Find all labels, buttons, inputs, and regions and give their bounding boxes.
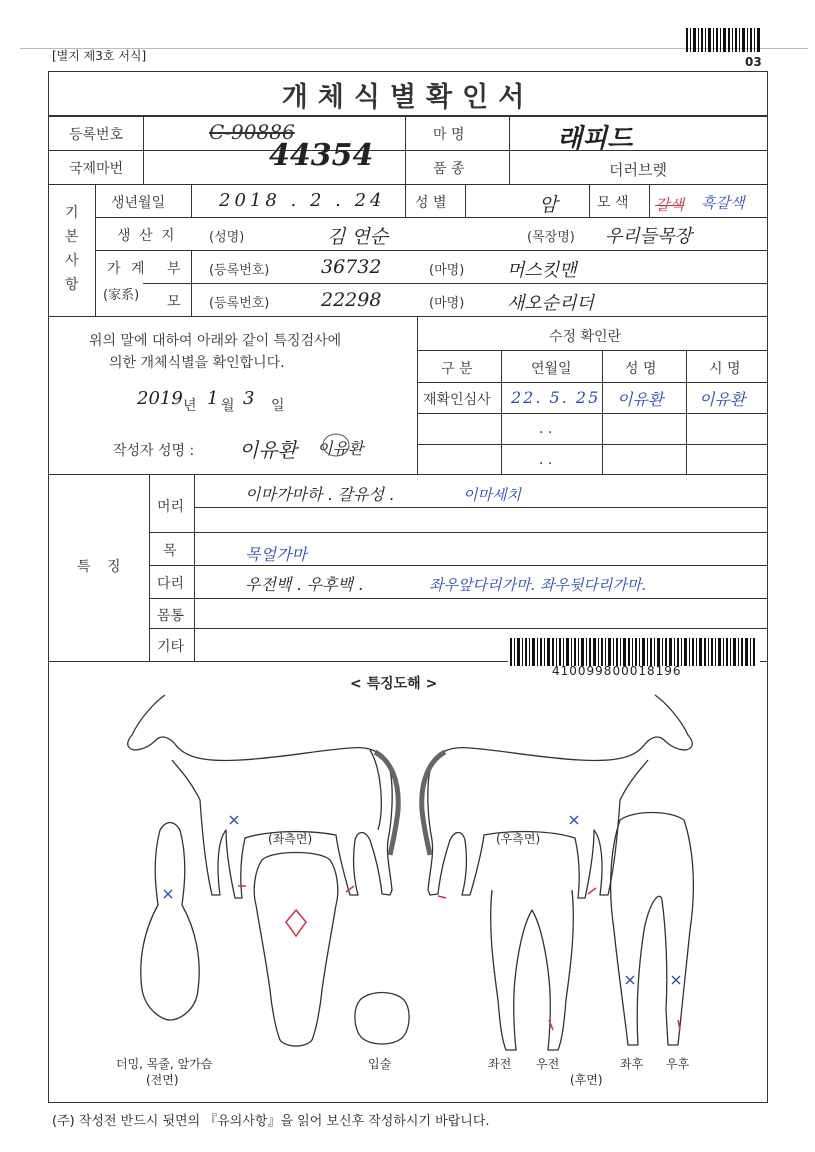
producer-name: 김 연순 <box>327 226 389 248</box>
other-label: 기타 <box>157 639 185 655</box>
diagram-frame <box>48 660 768 1103</box>
amend-row-type: 재확인심사 <box>423 392 491 408</box>
right-hind-label: 우후 <box>666 1057 690 1071</box>
head-value-blue: 이마세치 <box>463 486 521 504</box>
neck-label: 목 <box>163 543 177 559</box>
day-unit: 일 <box>271 398 285 414</box>
lineage-label: 가 계 <box>107 261 148 277</box>
rule <box>149 474 150 661</box>
rule <box>95 250 767 251</box>
confirm-day: 3 <box>243 388 255 409</box>
farm-value: 우리들목장 <box>605 226 692 247</box>
dam-label: 모 <box>167 294 181 310</box>
sex-label: 성 별 <box>415 195 447 211</box>
amend-row-sign: 이유환 <box>699 390 746 409</box>
legs-value: 우전백 . 우후백 . <box>245 575 364 594</box>
left-hind-label: 좌후 <box>620 1057 644 1071</box>
sire-name-sub: (마명) <box>429 263 465 278</box>
reg-no-crossed: C-90886 <box>209 120 295 144</box>
rule <box>501 350 502 474</box>
front-caption: 더밍, 목줄, 앞가슴 <box>116 1057 213 1071</box>
front-label: (전면) <box>146 1073 179 1087</box>
rule <box>49 474 767 475</box>
barcode-number: 410099800018196 <box>552 664 682 678</box>
rule <box>417 413 767 414</box>
color-crossed: 갈색 <box>655 196 684 214</box>
document-title: 개체식별확인서 <box>48 71 768 117</box>
section-char: 사 <box>65 253 79 269</box>
body-label: 몸통 <box>157 608 185 624</box>
horse-name-value: 래피드 <box>557 124 633 154</box>
rule <box>602 350 603 474</box>
head-label: 머리 <box>157 499 185 515</box>
rule <box>649 184 650 217</box>
rule <box>49 184 767 185</box>
color-value: 흑갈색 <box>701 194 745 212</box>
sire-regno-sub: (등록번호) <box>209 263 270 278</box>
confirm-text-line1: 위의 말에 대하여 아래와 같이 특징검사에 <box>89 333 342 349</box>
reg-no-value: 44354 <box>269 138 374 173</box>
rule <box>417 350 767 351</box>
left-side-label: (좌측면) <box>268 832 313 846</box>
year-unit: 년 <box>183 398 197 414</box>
seal-stamp <box>321 432 351 458</box>
section-char: 항 <box>65 277 79 293</box>
breed-label: 품 종 <box>433 161 465 177</box>
intl-no-label: 국제마번 <box>69 161 124 177</box>
birth-label: 생년월일 <box>111 195 166 211</box>
color-label: 모 색 <box>597 195 629 211</box>
rule <box>194 474 195 661</box>
rule <box>686 350 687 474</box>
rule <box>49 316 767 317</box>
amend-row-date: . . <box>539 452 553 468</box>
rule <box>191 184 192 217</box>
right-side-label: (우측면) <box>496 832 541 846</box>
reg-no-label: 등록번호 <box>69 127 124 143</box>
form-tag: [별지 제3호 서식] <box>52 49 147 63</box>
neck-value: 목얼가마 <box>245 545 307 564</box>
rule <box>417 382 767 383</box>
dam-name-sub: (마명) <box>429 296 465 311</box>
amend-header: 시 명 <box>709 361 741 377</box>
rule <box>143 116 144 184</box>
amend-header: 연월일 <box>531 361 572 377</box>
rule <box>465 184 466 217</box>
rule <box>149 598 767 599</box>
rule <box>589 184 590 217</box>
rule <box>194 507 767 508</box>
author-name: 이유환 <box>239 438 297 462</box>
dam-name: 새오순리더 <box>507 293 594 314</box>
amend-header: 구 분 <box>441 361 473 377</box>
rear-label: (후면) <box>570 1073 603 1087</box>
page-number: 03 <box>745 55 762 69</box>
confirm-text-line2: 의한 개체식별을 확인합니다. <box>109 355 285 371</box>
rule <box>149 565 767 566</box>
rule <box>149 628 767 629</box>
rule <box>417 444 767 445</box>
amend-title: 수정 확인란 <box>549 329 622 345</box>
form-frame <box>48 115 768 662</box>
section-char: 기 <box>65 205 79 221</box>
rule <box>509 116 510 184</box>
amend-row-date: 22. 5. 25 <box>511 388 601 407</box>
left-front-label: 좌전 <box>488 1057 512 1071</box>
rule <box>417 316 418 474</box>
rule <box>143 283 767 284</box>
confirm-month: 1 <box>207 388 219 409</box>
head-value: 이마가마하 . 갈유성 . <box>245 485 395 504</box>
author-label: 작성자 성명 : <box>113 443 195 459</box>
rule <box>405 184 406 217</box>
breed-value: 더러브렛 <box>609 161 667 179</box>
producer-name-sub: (성명) <box>209 230 245 245</box>
month-unit: 월 <box>221 398 235 414</box>
amend-row-date: . . <box>539 421 553 437</box>
legs-label: 다리 <box>157 576 185 592</box>
diagram-title: < 특징도해 > <box>350 676 438 692</box>
rule <box>95 217 767 218</box>
sex-value: 암 <box>539 194 558 216</box>
producer-label: 생 산 지 <box>117 228 177 244</box>
sire-label: 부 <box>167 261 181 277</box>
features-label: 특 징 <box>77 559 127 575</box>
legs-value-blue: 좌우앞다리가마. 좌우뒷다리가마. <box>429 576 647 594</box>
author-seal: 이유환 <box>317 439 364 458</box>
section-char: 본 <box>65 229 79 245</box>
birth-value: 2018 . 2 . 24 <box>219 190 386 211</box>
amend-header: 성 명 <box>625 361 657 377</box>
dam-regno: 22298 <box>321 289 382 311</box>
rule <box>149 532 767 533</box>
farm-sub: (목장명) <box>527 230 575 245</box>
rule <box>49 150 767 151</box>
sire-regno: 36732 <box>321 256 382 278</box>
horse-name-label: 마 명 <box>433 127 465 143</box>
top-barcode <box>686 28 762 52</box>
rule <box>405 116 406 184</box>
lips-label: 입술 <box>368 1057 392 1071</box>
lineage-hanja: (家系) <box>103 288 140 303</box>
dam-regno-sub: (등록번호) <box>209 296 270 311</box>
sire-name: 머스킷맨 <box>507 260 577 281</box>
footer-note: (주) 작성전 반드시 뒷면의 『유의사항』을 읽어 보신후 작성하시기 바랍니다. <box>52 1114 490 1129</box>
right-front-label: 우전 <box>536 1057 560 1071</box>
confirm-year: 2019 <box>137 388 183 409</box>
amend-row-name: 이유환 <box>617 390 664 409</box>
